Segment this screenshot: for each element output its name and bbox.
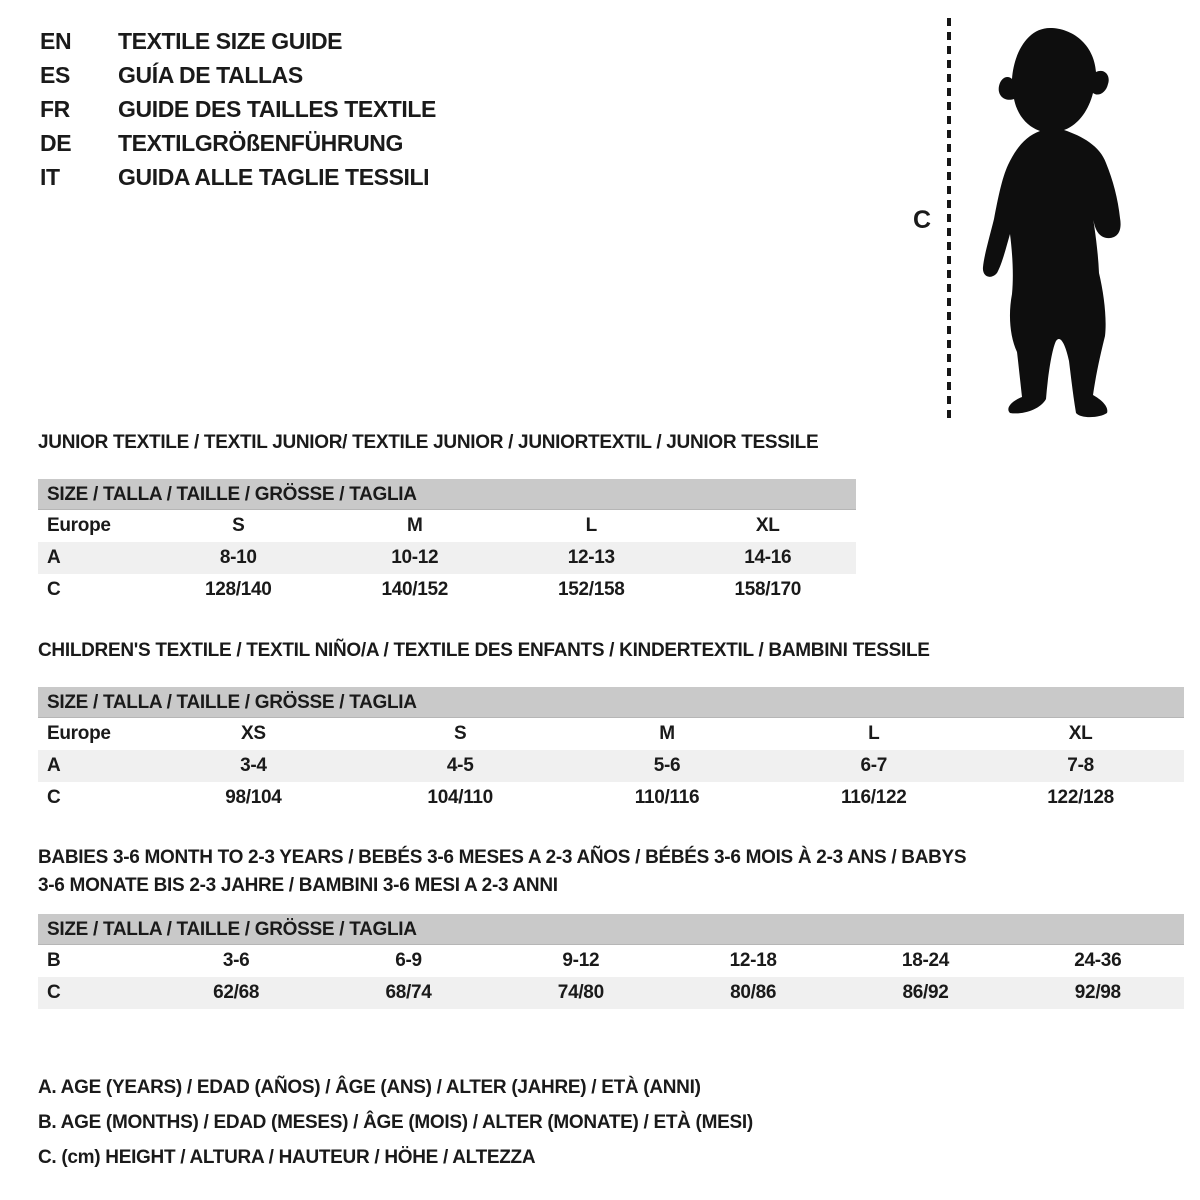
table-row bbox=[38, 977, 1184, 1009]
table-cell: 5-6 bbox=[653, 755, 681, 776]
language-code: FR bbox=[40, 95, 70, 122]
table-cell: 9-12 bbox=[562, 950, 600, 971]
table-cell: 98/104 bbox=[225, 787, 282, 808]
table-cell: 140/152 bbox=[381, 579, 449, 600]
section-title: BABIES 3-6 MONTH TO 2-3 YEARS / BEBÉS 3-6 MESES A 2-3 AÑOS / BÉBÉS 3-6 MOIS À 2-3 ANS / BABYS 3-6 MONATE BIS 2-3 JAHRE / BAMBINI 3-6 MESI A 2-3 ANNI bbox=[38, 847, 967, 896]
table-row bbox=[38, 750, 1184, 782]
table-cell: 6-9 bbox=[395, 950, 422, 971]
table-cell: 128/140 bbox=[204, 579, 272, 600]
table-cell: 3-4 bbox=[240, 755, 267, 776]
guide-title: TEXTILE SIZE GUIDE bbox=[118, 27, 343, 54]
table-row bbox=[38, 510, 856, 542]
table-cell: S bbox=[454, 723, 467, 744]
table-cell: 80/86 bbox=[730, 982, 777, 1003]
height-measure-figure bbox=[903, 14, 1183, 426]
legend bbox=[38, 1070, 753, 1175]
table-cell: 12-13 bbox=[567, 547, 615, 568]
guide-title: GUIDA ALLE TAGLIE TESSILI bbox=[118, 163, 430, 190]
language-row bbox=[40, 126, 436, 160]
table-cell: S bbox=[232, 515, 245, 536]
row-label: Europe bbox=[47, 515, 111, 536]
legend-line-a: A. AGE (YEARS) / EDAD (AÑOS) / ÂGE (ANS) / ALTER (JAHRE) / ETÀ (ANNI) bbox=[38, 1077, 701, 1098]
row-label: B bbox=[47, 950, 61, 971]
row-label: A bbox=[47, 547, 61, 568]
table-cell: 74/80 bbox=[557, 982, 604, 1003]
size-table bbox=[38, 687, 1184, 814]
table-cell: 158/170 bbox=[734, 579, 802, 600]
row-label: A bbox=[47, 755, 61, 776]
table-cell: 122/128 bbox=[1047, 787, 1114, 808]
table-cell: 6-7 bbox=[860, 755, 888, 776]
legend-line-c: C. (cm) HEIGHT / ALTURA / HAUTEUR / HÖHE / ALTEZZA bbox=[38, 1147, 536, 1168]
table-cell: 104/110 bbox=[427, 787, 493, 808]
height-dashed-line bbox=[947, 18, 951, 418]
table-cell: 4-5 bbox=[446, 755, 474, 776]
guide-title: GUIDE DES TAILLES TEXTILE bbox=[118, 95, 436, 122]
size-table bbox=[38, 914, 1184, 1009]
table-cell: 62/68 bbox=[213, 982, 260, 1003]
section-junior-textile bbox=[38, 432, 856, 606]
row-label: C bbox=[47, 982, 61, 1003]
size-table bbox=[38, 479, 856, 606]
table-cell: XL bbox=[1068, 723, 1093, 744]
table-cell: 12-18 bbox=[729, 950, 777, 971]
table-cell: 8-10 bbox=[219, 547, 257, 568]
table-cell: 86/92 bbox=[902, 982, 949, 1003]
language-row bbox=[40, 58, 436, 92]
table-row bbox=[38, 542, 856, 574]
guide-title: TEXTILGRÖßENFÜHRUNG bbox=[118, 129, 403, 156]
table-cell: 18-24 bbox=[901, 950, 950, 971]
table-cell: 14-16 bbox=[744, 547, 792, 568]
table-cell: L bbox=[585, 515, 597, 536]
table-cell: 152/158 bbox=[557, 579, 625, 600]
table-cell: 116/122 bbox=[841, 787, 907, 808]
row-label: C bbox=[47, 579, 61, 600]
table-cell: M bbox=[659, 723, 675, 744]
language-code: EN bbox=[40, 27, 72, 54]
section-children-textile bbox=[38, 640, 1184, 814]
table-row bbox=[38, 574, 856, 606]
language-code: IT bbox=[40, 163, 60, 190]
size-table-header: SIZE / TALLA / TAILLE / GRÖSSE / TAGLIA bbox=[38, 479, 856, 510]
language-code: DE bbox=[40, 129, 72, 156]
table-row bbox=[38, 782, 1184, 814]
language-code: ES bbox=[40, 61, 70, 88]
table-cell: 68/74 bbox=[385, 982, 432, 1003]
table-cell: M bbox=[406, 515, 423, 536]
row-label: C bbox=[47, 787, 61, 808]
toddler-silhouette-icon bbox=[963, 22, 1143, 422]
table-cell: L bbox=[868, 723, 880, 744]
table-cell: 7-8 bbox=[1067, 755, 1094, 776]
table-cell: 110/116 bbox=[634, 787, 700, 808]
guide-title: GUÍA DE TALLAS bbox=[118, 61, 303, 88]
table-cell: XL bbox=[755, 515, 780, 536]
language-row bbox=[40, 92, 436, 126]
section-title: JUNIOR TEXTILE / TEXTIL JUNIOR/ TEXTILE JUNIOR / JUNIORTEXTIL / JUNIOR TESSILE bbox=[38, 432, 819, 453]
table-cell: XS bbox=[241, 723, 266, 744]
legend-line-b: B. AGE (MONTHS) / EDAD (MESES) / ÂGE (MOIS) / ALTER (MONATE) / ETÀ (MESI) bbox=[38, 1112, 753, 1133]
table-row bbox=[38, 718, 1184, 750]
table-cell: 3-6 bbox=[222, 950, 250, 971]
language-row bbox=[40, 24, 436, 58]
table-cell: 92/98 bbox=[1074, 982, 1121, 1003]
row-label: Europe bbox=[47, 723, 111, 744]
height-measure-label: C bbox=[913, 206, 932, 234]
table-cell: 24-36 bbox=[1074, 950, 1122, 971]
section-babies-textile bbox=[38, 844, 1184, 1009]
size-table-header: SIZE / TALLA / TAILLE / GRÖSSE / TAGLIA bbox=[38, 914, 1184, 945]
language-row bbox=[40, 160, 436, 194]
table-cell: 10-12 bbox=[391, 547, 439, 568]
language-title-list bbox=[40, 24, 436, 194]
table-row bbox=[38, 945, 1184, 977]
size-table-header: SIZE / TALLA / TAILLE / GRÖSSE / TAGLIA bbox=[38, 687, 1184, 718]
section-title: CHILDREN'S TEXTILE / TEXTIL NIÑO/A / TEXTILE DES ENFANTS / KINDERTEXTIL / BAMBINI TESSILE bbox=[38, 640, 930, 661]
